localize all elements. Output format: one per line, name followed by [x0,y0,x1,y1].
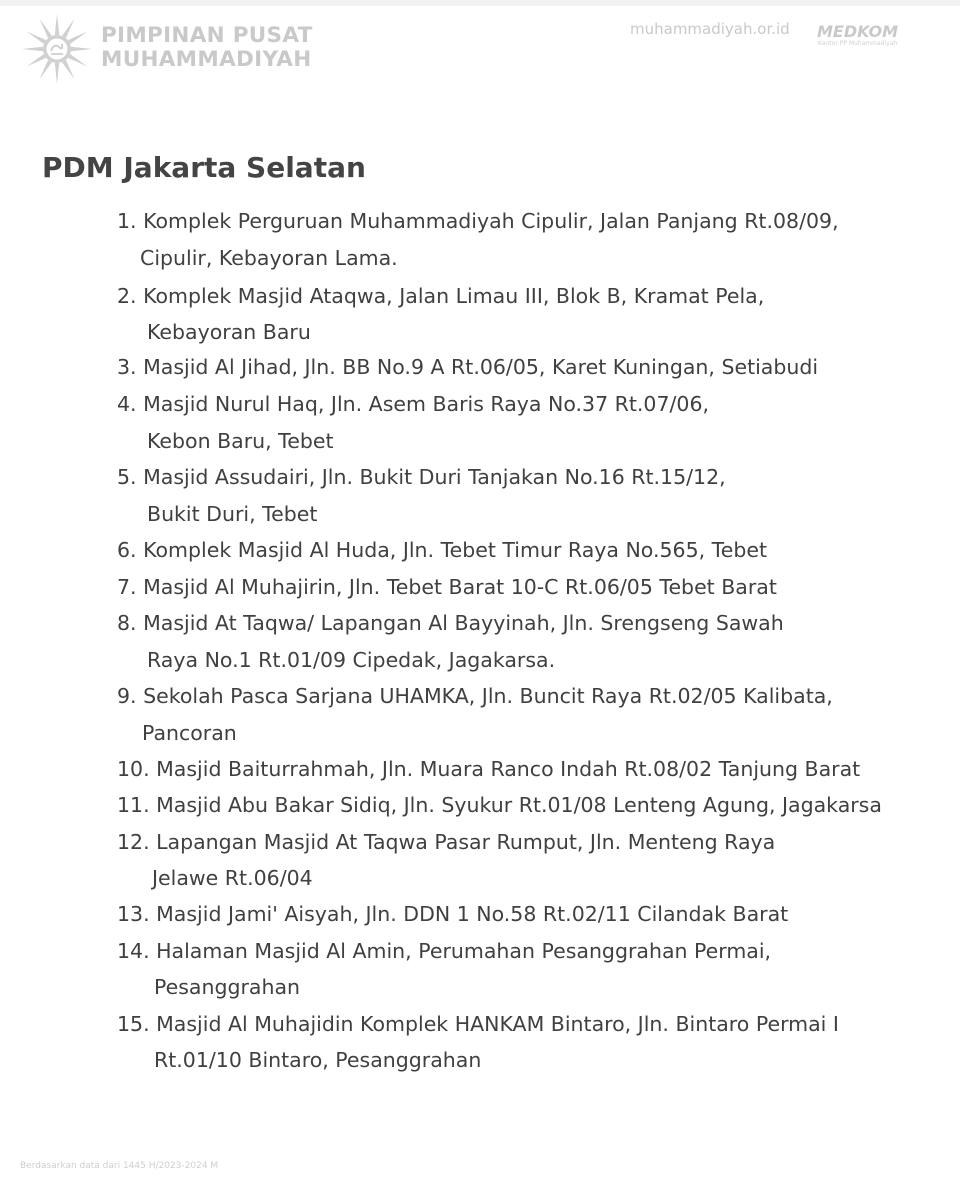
list-item-line1: 8. Masjid At Taqwa/ Lapangan Al Bayyinah, Jln. Srengseng Sawah [117,611,784,635]
medkom-brand: MEDKOM [817,22,899,41]
list-item-line1: 3. Masjid Al Jihad, Jln. BB No.9 A Rt.06/05, Karet Kuningan, Setiabudi [117,355,819,379]
list-item-line1: 15. Masjid Al Muhajidin Komplek HANKAM Bintaro, Jln. Bintaro Permai I [117,1012,839,1036]
list-item-line1: 13. Masjid Jami' Aisyah, Jln. DDN 1 No.58 Rt.02/11 Cilandak Barat [117,902,789,926]
list-item-line1: 5. Masjid Assudairi, Jln. Bukit Duri Tanjakan No.16 Rt.15/12, [117,465,726,489]
list-item-line2: Kebon Baru, Tebet [147,429,334,453]
list-item-line1: 6. Komplek Masjid Al Huda, Jln. Tebet Timur Raya No.565, Tebet [117,538,767,562]
list-item-line2: Kebayoran Baru [147,320,311,344]
org-name-line2: MUHAMMADIYAH [101,47,312,72]
list-item-line1: 1. Komplek Perguruan Muhammadiyah Cipulir, Jalan Panjang Rt.08/09, [117,209,839,233]
list-item-line1: 4. Masjid Nurul Haq, Jln. Asem Baris Raya No.37 Rt.07/06, [117,392,710,416]
list-item-line1: 10. Masjid Baiturrahmah, Jln. Muara Ranco Indah Rt.08/02 Tanjung Barat [117,757,861,781]
list-item-line1: 12. Lapangan Masjid At Taqwa Pasar Rumput, Jln. Menteng Raya [117,830,776,854]
org-name [101,24,313,72]
list-item-line1: 14. Halaman Masjid Al Amin, Perumahan Pesanggrahan Permai, [117,939,772,963]
list-item-line2: Pancoran [142,721,237,745]
org-name-line1: PIMPINAN PUSAT [101,23,313,48]
list-item-line2: Pesanggrahan [154,975,301,999]
page-title: PDM Jakarta Selatan [42,151,366,184]
top-band [0,0,960,6]
list-item-line2: Cipulir, Kebayoran Lama. [140,246,398,270]
list-item-line2: Jelawe Rt.06/04 [152,866,313,890]
muhammadiyah-sun-logo-icon [20,12,94,86]
list-item-line1: 9. Sekolah Pasca Sarjana UHAMKA, Jln. Buncit Raya Rt.02/05 Kalibata, [117,684,833,708]
list-item-line2: Rt.01/10 Bintaro, Pesanggrahan [154,1048,482,1072]
list-item-line1: 2. Komplek Masjid Ataqwa, Jalan Limau III, Blok B, Kramat Pela, [117,284,765,308]
list-item-line1: 11. Masjid Abu Bakar Sidiq, Jln. Syukur Rt.01/08 Lenteng Agung, Jagakarsa [117,793,882,817]
list-item-line2: Raya No.1 Rt.01/09 Cipedak, Jagakarsa. [147,648,556,672]
medkom-brand-subtitle: Kantor PP Muhammadiyah [818,40,898,47]
footer-note: Berdasarkan data dari 1445 H/2023-2024 M [20,1161,219,1171]
list-item-line1: 7. Masjid Al Muhajirin, Jln. Tebet Barat 10-C Rt.06/05 Tebet Barat [117,575,777,599]
website-link[interactable]: muhammadiyah.or.id [630,20,790,38]
list-item-line2: Bukit Duri, Tebet [147,502,318,526]
